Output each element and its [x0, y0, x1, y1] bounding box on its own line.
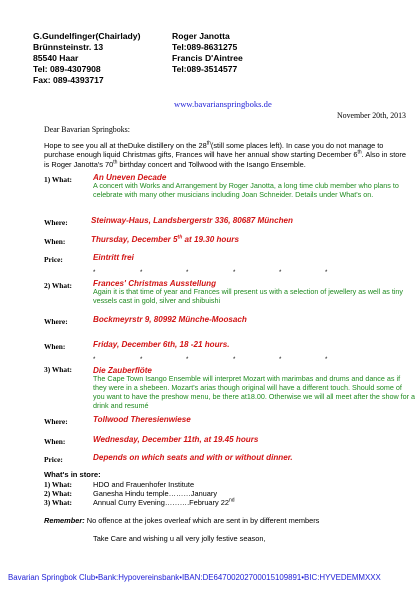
- where-label: Where:: [44, 218, 68, 227]
- header-left-line: Fax: 089-4393717: [33, 74, 104, 85]
- event-price: Eintritt frei: [93, 253, 134, 262]
- sender-address: [33, 31, 140, 86]
- what-label: 1) What:: [44, 175, 72, 184]
- event-location: Bockmeyrstr 9, 80992 Münche-Moosach: [93, 315, 247, 324]
- event-location: Tollwood Theresienwiese: [93, 415, 191, 424]
- event-title: Frances' Christmas Ausstellung: [93, 279, 217, 288]
- where-label: Where:: [44, 317, 68, 326]
- store-heading: What's in store:: [44, 470, 101, 479]
- header-right-line: Tel:089-8631275: [172, 41, 238, 52]
- header-left-line: 85540 Haar: [33, 52, 79, 63]
- header-right-line: Tel:089-3514577: [172, 63, 238, 74]
- header-right-line: Roger Janotta: [172, 31, 230, 41]
- when-label: When:: [44, 437, 66, 446]
- event-description: A concert with Works and Arrangement by Roger Janotta, a long time club member who plans to celebrate with many other musicians including Joan Schneider. Details under What's on.: [93, 181, 399, 199]
- store-item-label: 1) What:: [44, 480, 72, 489]
- when-label: When:: [44, 237, 66, 246]
- price-label: Price:: [44, 455, 63, 464]
- event-time: Wednesday, December 11th, at 19.45 hours: [93, 435, 259, 444]
- store-item-text: HDO and Frauenhofer Institute: [93, 480, 195, 489]
- when-label: When:: [44, 342, 66, 351]
- store-item-text: Ganesha Hindu temple………January: [93, 489, 218, 498]
- letter-date: November 20th, 2013: [336, 111, 406, 120]
- star-divider: * * * * * *: [93, 357, 328, 363]
- what-label: 2) What:: [44, 281, 72, 290]
- event-price: Depends on which seats and with or without dinner.: [93, 453, 293, 462]
- header-left-line: G.Gundelfinger(Chairlady): [33, 31, 141, 41]
- event-title: Die Zauberflöte: [93, 366, 152, 375]
- event-time: Friday, December 6th, 18 -21 hours.: [93, 340, 230, 349]
- where-label: Where:: [44, 417, 68, 426]
- remember-note: Remember: No offence at the jokes overleaf which are sent in by different members: [44, 516, 320, 525]
- header-left-line: Tel: 089-4307908: [33, 63, 101, 74]
- bank-footer: Bavarian Springbok Club•Bank:Hypovereinsbank•IBAN:DE64700202700015109891•BIC:HYVEDEMMXXX: [8, 573, 381, 582]
- store-item-label: 3) What:: [44, 498, 72, 507]
- website-link[interactable]: www.bavarianspringboks.de: [174, 99, 272, 109]
- salutation: Dear Bavarian Springboks:: [44, 125, 130, 134]
- event-description: Again it is that time of year and Frances will present us with a selection of jewellery as well as tiny vessels cast in gold, silver and shibuishi: [93, 287, 403, 305]
- closing-line: Take Care and wishing u all very jolly festive season,: [93, 534, 266, 543]
- store-item-text: Annual Curry Evening……….February 22nd: [93, 497, 235, 507]
- what-label: 3) What:: [44, 365, 72, 374]
- price-label: Price:: [44, 255, 63, 264]
- event-time: Thursday, December 5th at 19.30 hours: [91, 234, 239, 244]
- event-title: An Uneven Decade: [93, 173, 167, 182]
- header-right-line: Francis D'Aintree: [172, 52, 243, 63]
- header-left-line: Brünnsteinstr. 13: [33, 41, 104, 52]
- star-divider: * * * * * *: [93, 270, 328, 276]
- contact-block: [172, 31, 243, 75]
- store-item-label: 2) What:: [44, 489, 72, 498]
- event-location: Steinway-Haus, Landsbergerstr 336, 80687 München: [91, 216, 293, 225]
- intro-paragraph: Hope to see you all at theDuke distillery on the 28th(still some places left). In case you do not manage to purchase enough liquid Christmas gifts, Frances will have her annual show starting December 6th. Also in store is Roger Janotta's 70th birthday concert and Tollwood with the Isango Ensemble.: [44, 140, 406, 169]
- event-description: The Cape Town Isango Ensemble will interpret Mozart with marimbas and drums and dance as if they were in a shebeen. Mozart's arias though original will have a different touch. Should some of you want to have the preshow menu, be there at18.00. Otherwise we will all meet after the show for a drink and resumé: [93, 374, 416, 410]
